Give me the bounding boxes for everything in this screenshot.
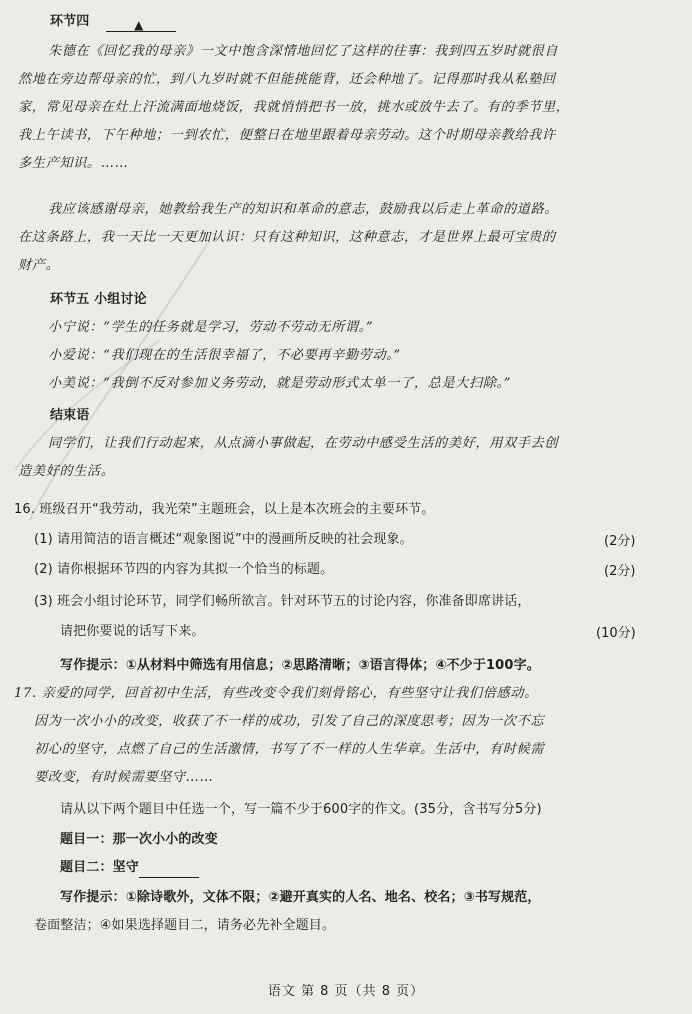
q16-item-2: (2) 请你根据环节四的内容为其拟一个恰当的标题。 bbox=[34, 562, 334, 577]
q17-tip-line: 写作提示：①除诗歌外，文体不限；②避开真实的人名、地名、校名；③书写规范， bbox=[60, 890, 541, 905]
q17-line: 因为一次小小的改变，收获了不一样的成功，引发了自己的深度思考；因为一次不忘 bbox=[34, 714, 545, 729]
closing-line: 造美好的生活。 bbox=[18, 464, 115, 479]
quote-item: 小爱说：“我们现在的生活很幸福了，不必要再辛勤劳动。” bbox=[48, 348, 401, 363]
passage-line: 财产。 bbox=[18, 258, 60, 273]
page-footer: 语文 第 8 页（共 8 页） bbox=[267, 984, 425, 999]
quote-item: 小宁说：“学生的任务就是学习，劳动不劳动无所谓。” bbox=[48, 320, 374, 335]
passage-line: 我应该感谢母亲，她教给我生产的知识和革命的意志，鼓励我以后走上革命的道路。 bbox=[48, 202, 559, 217]
q16-item-3-cont: 请把你要说的话写下来。 bbox=[60, 624, 205, 639]
q17-title-2-text: 题目二：坚守 bbox=[60, 860, 139, 875]
q16-item-2-score: (2分) bbox=[604, 564, 636, 579]
section4-heading bbox=[50, 12, 176, 32]
passage-line: 然地在旁边帮母亲的忙，到八九岁时就不但能挑能背，还会种地了。记得那时我从私塾回 bbox=[18, 72, 556, 87]
quote-item: 小美说：“我倒不反对参加义务劳动，就是劳动形式太单一了，总是大扫除。” bbox=[48, 376, 512, 391]
q16-tip: 写作提示：①从材料中筛选有用信息；②思路清晰；③语言得体；④不少于100字。 bbox=[60, 658, 540, 673]
q16-item-1: (1) 请用简洁的语言概述“观象图说”中的漫画所反映的社会现象。 bbox=[34, 532, 413, 547]
q17-instruction: 请从以下两个题目中任选一个，写一篇不少于600字的作文。(35分，含书写分5分) bbox=[60, 802, 542, 817]
closing-line: 同学们，让我们行动起来，从点滴小事做起，在劳动中感受生活的美好，用双手去创 bbox=[48, 436, 559, 451]
q16-item-3-score: (10分) bbox=[596, 626, 636, 641]
section4-title: 环节四 bbox=[50, 14, 90, 29]
passage-line: 多生产知识。…… bbox=[18, 156, 129, 171]
q17-title-2-blank bbox=[139, 863, 199, 878]
q17-title-1: 题目一：那一次小小的改变 bbox=[60, 832, 218, 847]
closing-heading: 结束语 bbox=[50, 408, 90, 423]
q17-title-2 bbox=[60, 858, 199, 878]
section4-title-blank bbox=[106, 17, 176, 32]
q17-line: 要改变，有时候需要坚守…… bbox=[34, 770, 214, 785]
passage-line: 我上午读书，下午种地；一到农忙，便整日在地里跟着母亲劳动。这个时期母亲教给我许 bbox=[18, 128, 556, 143]
q16-item-3: (3) 班会小组讨论环节，同学们畅所欲言。针对环节五的讨论内容，你准备即席讲话， bbox=[34, 594, 531, 609]
q17-line: 初心的坚守，点燃了自己的生活激情，书写了不一样的人生华章。生活中，有时候需 bbox=[34, 742, 545, 757]
q16-stem: 16. 班级召开“我劳动，我光荣”主题班会，以上是本次班会的主要环节。 bbox=[14, 502, 435, 517]
q17-tip-line: 卷面整洁；④如果选择题目二，请务必先补全题目。 bbox=[34, 918, 336, 933]
q16-item-1-score: (2分) bbox=[604, 534, 636, 549]
passage-line: 朱德在《回忆我的母亲》一文中饱含深情地回忆了这样的往事：我到四五岁时就很自 bbox=[48, 44, 559, 59]
blank-marker: ▲ bbox=[134, 18, 144, 32]
passage-line: 在这条路上，我一天比一天更加认识：只有这种知识，这种意志，才是世界上最可宝贵的 bbox=[18, 230, 556, 245]
q17-line: 17. 亲爱的同学，回首初中生活，有些改变令我们刻骨铭心，有些坚守让我们倍感动。 bbox=[14, 686, 538, 701]
passage-line: 家，常见母亲在灶上汗流满面地烧饭，我就悄悄把书一放，挑水或放牛去了。有的季节里， bbox=[18, 100, 570, 115]
section5-heading: 环节五 小组讨论 bbox=[50, 292, 147, 307]
